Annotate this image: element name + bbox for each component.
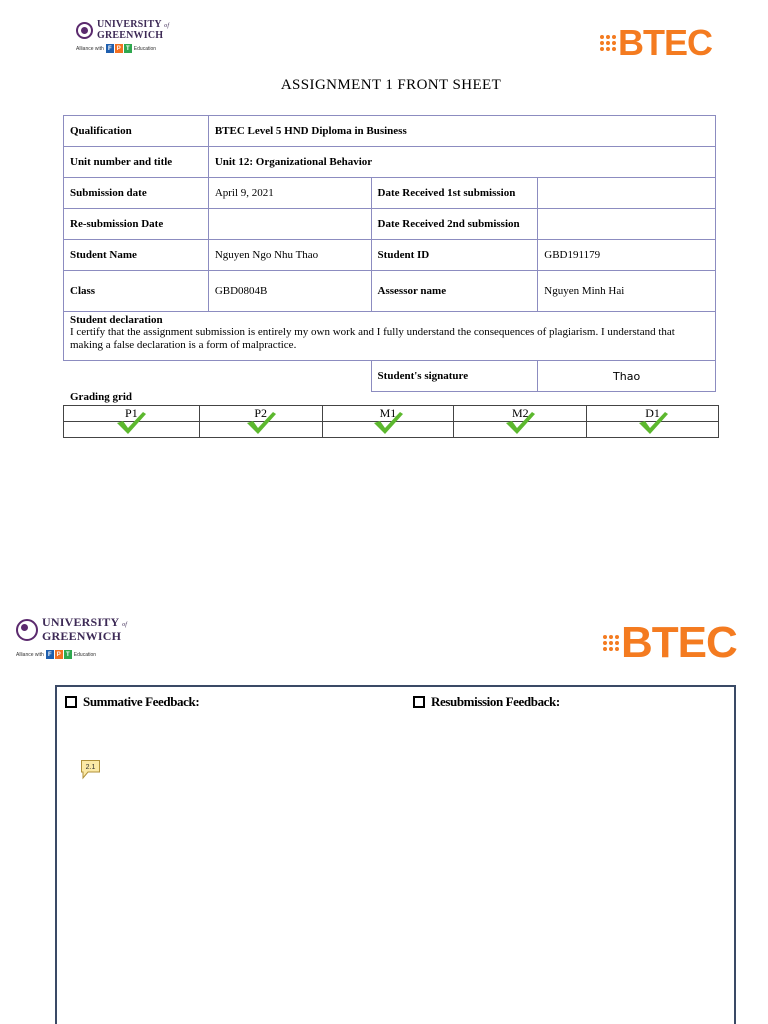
- alliance-suffix: Education: [73, 651, 97, 658]
- grading-grid-label: Grading grid: [70, 391, 133, 403]
- grade-cell-d1: [587, 406, 719, 422]
- student-id-value: GBD191179: [538, 240, 716, 271]
- fpt-alliance-line: [76, 44, 169, 53]
- declaration-heading: Student declaration: [70, 314, 163, 326]
- submission-date-value: April 9, 2021: [208, 178, 371, 209]
- fpt-letter-p: P: [56, 651, 61, 658]
- btec-text: BTEC: [621, 618, 737, 667]
- greenwich-crest-icon: [76, 22, 93, 39]
- grade-label-d1: D1: [645, 406, 660, 420]
- grade-check-cell: [322, 422, 454, 438]
- alliance-suffix: Education: [133, 45, 157, 52]
- grade-cell-m2: [454, 406, 587, 422]
- class-row: [64, 271, 716, 312]
- resubmission-feedback-heading: [413, 694, 560, 710]
- class-label: Class: [64, 271, 209, 312]
- grade-label-p1: P1: [125, 406, 138, 420]
- grade-check-row: [64, 422, 719, 438]
- signature-label: Student's signature: [371, 361, 538, 392]
- logo-greenwich-text: GREENWICH: [97, 30, 164, 41]
- grade-cell-m1: [322, 406, 454, 422]
- signature-value: Thao: [538, 361, 716, 392]
- signature-row: [64, 361, 716, 392]
- btec-logo-2: [603, 618, 737, 668]
- logo-of-text: of: [122, 622, 128, 628]
- grade-check-cell: [454, 422, 587, 438]
- signature-spacer: [64, 361, 372, 392]
- front-sheet-table: [63, 115, 716, 392]
- summative-feedback-heading: [65, 694, 199, 710]
- greenwich-crest-icon: [16, 619, 38, 641]
- btec-text: BTEC: [618, 22, 712, 63]
- alliance-prefix: Alliance with: [76, 45, 104, 52]
- grade-label-row: [64, 406, 719, 422]
- qualification-value: BTEC Level 5 HND Diploma in Business: [208, 116, 715, 147]
- unit-label: Unit number and title: [64, 147, 209, 178]
- qualification-row: [64, 116, 716, 147]
- fpt-letter-f: F: [106, 44, 114, 53]
- grade-cell-p2: [199, 406, 322, 422]
- grade-label-p2: P2: [254, 406, 268, 420]
- feedback-box: [55, 685, 736, 1024]
- logo-of-text: of: [164, 23, 170, 29]
- unit-value: Unit 12: Organizational Behavior: [208, 147, 715, 178]
- resubmission-date-label: Re-submission Date: [64, 209, 209, 240]
- student-name-value: Nguyen Ngo Nhu Thao: [208, 240, 371, 271]
- grade-cell-p1: [64, 406, 200, 422]
- submission-date-label: Submission date: [64, 178, 209, 209]
- assessor-value: Nguyen Minh Hai: [538, 271, 716, 312]
- summative-feedback-label: Summative Feedback:: [83, 694, 200, 709]
- date-received-2-label: Date Received 2nd submission: [371, 209, 538, 240]
- fpt-letter-f: F: [46, 650, 54, 659]
- comment-marker-text: 2.1: [85, 764, 96, 771]
- fpt-logo-icon: [46, 650, 72, 659]
- alliance-prefix: Alliance with: [16, 651, 44, 658]
- logo-greenwich-text: GREENWICH: [42, 629, 122, 643]
- page-title: ASSIGNMENT 1 FRONT SHEET: [280, 77, 502, 93]
- resubmission-feedback-label: Resubmission Feedback:: [431, 694, 560, 709]
- grade-label-m2: M2: [511, 406, 529, 420]
- qualification-label: Qualification: [64, 116, 209, 147]
- comment-bubble-icon[interactable]: [80, 759, 101, 780]
- grade-check-cell: [199, 422, 322, 438]
- date-received-1-value: [538, 178, 716, 209]
- btec-logo: [600, 22, 712, 64]
- fpt-letter-t: T: [64, 650, 72, 659]
- submission-row: [64, 178, 716, 209]
- student-name-label: Student Name: [64, 240, 209, 271]
- grade-check-cell: [64, 422, 200, 438]
- grade-check-cell: [587, 422, 719, 438]
- unit-row: [64, 147, 716, 178]
- university-of-greenwich-logo: [76, 20, 169, 53]
- btec-dots-icon: [603, 635, 619, 651]
- date-received-1-label: Date Received 1st submission: [371, 178, 538, 209]
- date-received-2-value: [538, 209, 716, 240]
- fpt-logo-icon: [106, 44, 132, 53]
- grade-label-m1: M1: [379, 406, 397, 420]
- university-of-greenwich-logo-2: [16, 617, 127, 659]
- resubmission-date-value: [208, 209, 371, 240]
- student-row: [64, 240, 716, 271]
- grading-grid: [63, 405, 719, 438]
- declaration-row: [64, 312, 716, 361]
- logo-university-text: UNIVERSITY: [97, 19, 162, 30]
- resubmission-row: [64, 209, 716, 240]
- fpt-letter-p: P: [116, 45, 121, 52]
- fpt-letter-t: T: [124, 44, 132, 53]
- btec-dots-icon: [600, 35, 616, 51]
- declaration-cell: [64, 312, 716, 361]
- student-id-label: Student ID: [371, 240, 538, 271]
- checkbox-icon[interactable]: [413, 696, 425, 708]
- assessor-label: Assessor name: [371, 271, 538, 312]
- class-value: GBD0804B: [208, 271, 371, 312]
- logo-university-text: UNIVERSITY: [42, 615, 119, 629]
- checkbox-icon[interactable]: [65, 696, 77, 708]
- fpt-alliance-line: [16, 650, 127, 659]
- declaration-text: I certify that the assignment submission is entirely my own work and I fully understand the consequences of plagiarism. I understand that making a false declaration is a form of malpractice.: [70, 326, 675, 351]
